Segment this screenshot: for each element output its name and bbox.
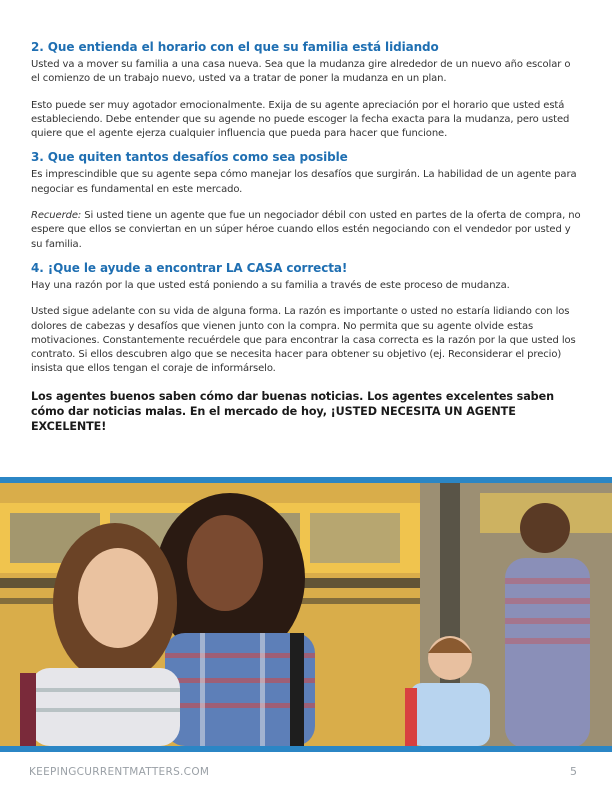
recuerde-text: Si usted tiene un agente que fue un negociador débil con usted en partes de la oferta de compra, no espere que ellos se conviertan en un súper héroe cuando ellos estén negociando con el vendedor por usted y su familia.	[31, 210, 581, 250]
section-3-recuerde-paragraph	[31, 209, 581, 252]
footer-website: KEEPINGCURRENTMATTERS.COM	[29, 766, 210, 778]
students-photo	[0, 483, 612, 746]
page-content	[31, 40, 581, 434]
photo-bottom-rule	[0, 746, 612, 752]
students-illustration	[0, 483, 612, 746]
page-number: 5	[570, 765, 577, 778]
closing-statement: Los agentes buenos saben cómo dar buenas noticias. Los agentes excelentes saben cómo dar noticias malas. En el mercado de hoy, ¡USTED NECESITA UN AGENTE EXCELENTE!	[31, 389, 554, 433]
section-3-heading: 3. Que quiten tantos desafíos como sea posible	[31, 150, 348, 165]
section-2-paragraph-2: Esto puede ser muy agotador emocionalmente. Exija de su agente apreciación por el horario que usted está estableciendo. Debe entender que su agende no puede escoger la fecha exacta para la mudanza, pero usted quiere que el agente ejerza cualquier influencia que pueda para hacer que funcione.	[31, 99, 570, 140]
section-4-paragraph-2: Usted sigue adelante con su vida de alguna forma. La razón es importante o usted no estaría lidiando con los dolores de cabezas y desafíos que vienen junto con la compra. No permita que su agente olvide estas motivaciones. Constantemente recuérdele que para encontrar la casa correcta es la razón por la que usted los contrato. Si ellos descubren algo que se necesita hacer para obtener su objetivo (ej. Reconsiderar el precio) insista que ellos tengan el coraje de informárselo.	[31, 306, 576, 375]
section-2-paragraph-1: Usted va a mover su familia a una casa nueva. Sea que la mudanza gire alrededor de un nuevo año escolar o el comienzo de un trabajo nuevo, usted va a tratar de poner la mudanza en un plan.	[31, 59, 571, 85]
section-4-heading: 4. ¡Que le ayude a encontrar LA CASA correcta!	[31, 260, 348, 275]
section-2-heading: 2. Que entienda el horario con el que su familia está lidiando	[31, 40, 439, 54]
section-3-paragraph-1: Es imprescindible que su agente sepa cómo manejar los desafíos que surgirán. La habilidad de un agente para negociar es fundamental en este mercado.	[31, 169, 577, 195]
recuerde-label: Recuerde:	[31, 210, 82, 222]
section-4-paragraph-1: Hay una razón por la que usted está poniendo a su familia a través de este proceso de mudanza.	[31, 279, 510, 291]
